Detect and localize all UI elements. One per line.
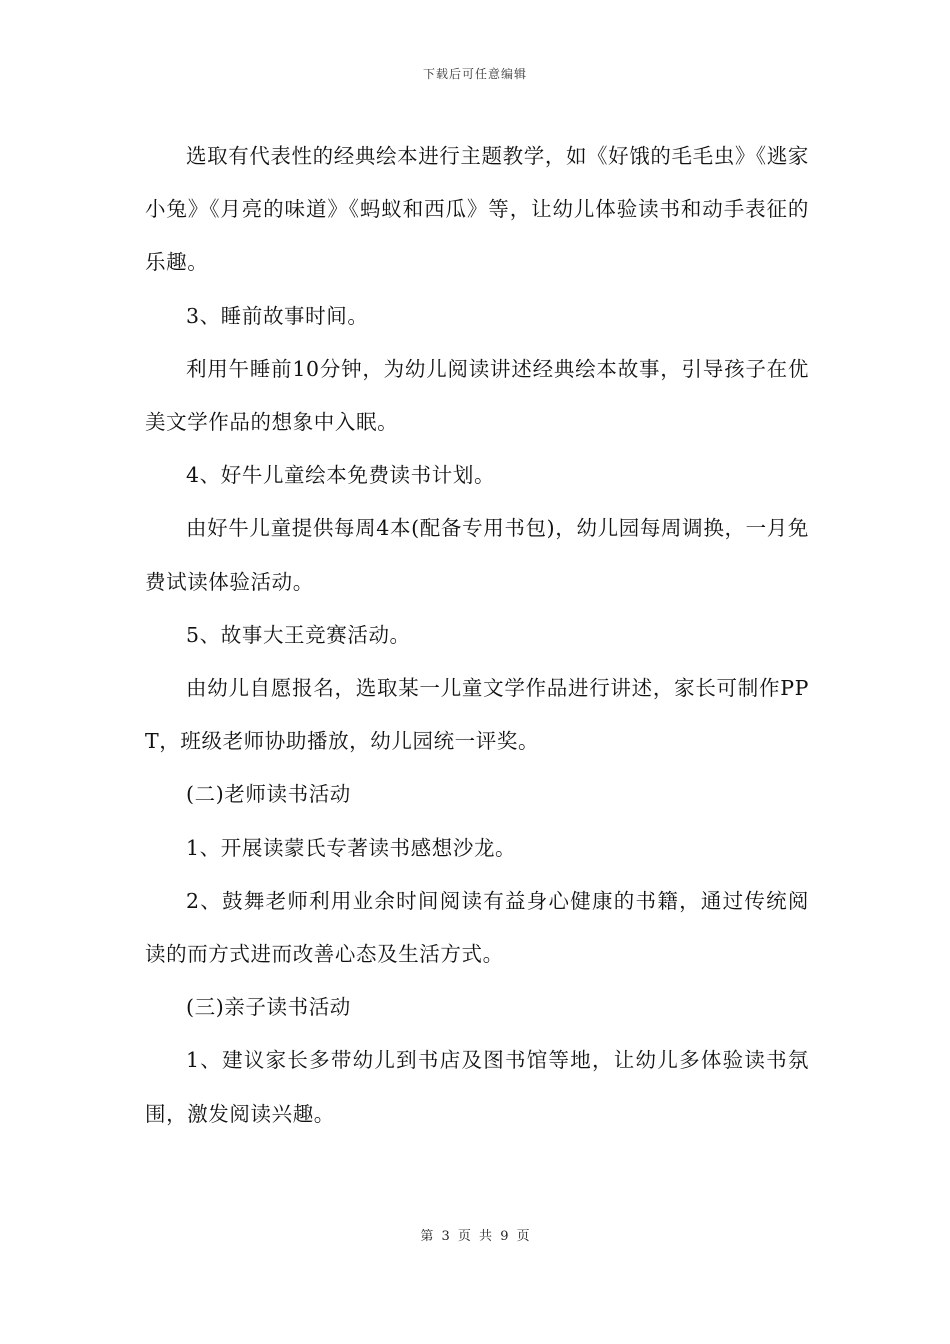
section-heading: (二)老师读书活动 <box>186 782 351 807</box>
paragraph: 由幼儿自愿报名，选取某一儿童文学作品进行讲述，家长可制作PPT，班级老师协助播放，幼儿园统一评奖。 <box>145 676 809 754</box>
section-heading: 3、睡前故事时间。 <box>186 303 369 328</box>
paragraph: 选取有代表性的经典绘本进行主题教学，如《好饿的毛毛虫》《逃家小兔》《月亮的味道》《蚂蚁和西瓜》等，让幼儿体验读书和动手表征的乐趣。 <box>145 144 809 275</box>
paragraph: 由好牛儿童提供每周4本(配备专用书包)，幼儿园每周调换，一月免费试读体验活动。 <box>145 516 809 594</box>
list-item: 1、开展读蒙氏专著读书感想沙龙。 <box>186 835 517 860</box>
list-item: 1、建议家长多带幼儿到书店及图书馆等地，让幼儿多体验读书氛围，激发阅读兴趣。 <box>145 1048 809 1126</box>
section-heading: (三)亲子读书活动 <box>186 995 351 1020</box>
list-item: 2、鼓舞老师利用业余时间阅读有益身心健康的书籍，通过传统阅读的而方式进而改善心态及生活方式。 <box>145 888 809 967</box>
section-heading: 5、故事大王竞赛活动。 <box>186 622 411 647</box>
page-number-footer: 第 3 页 共 9 页 <box>420 1229 530 1244</box>
section-heading: 4、好牛儿童绘本免费读书计划。 <box>186 463 496 488</box>
document-body <box>145 130 809 1141</box>
header-note: 下载后可任意编辑 <box>422 67 527 81</box>
paragraph: 利用午睡前10分钟，为幼儿阅读讲述经典绘本故事，引导孩子在优美文学作品的想象中入眠。 <box>145 356 809 435</box>
